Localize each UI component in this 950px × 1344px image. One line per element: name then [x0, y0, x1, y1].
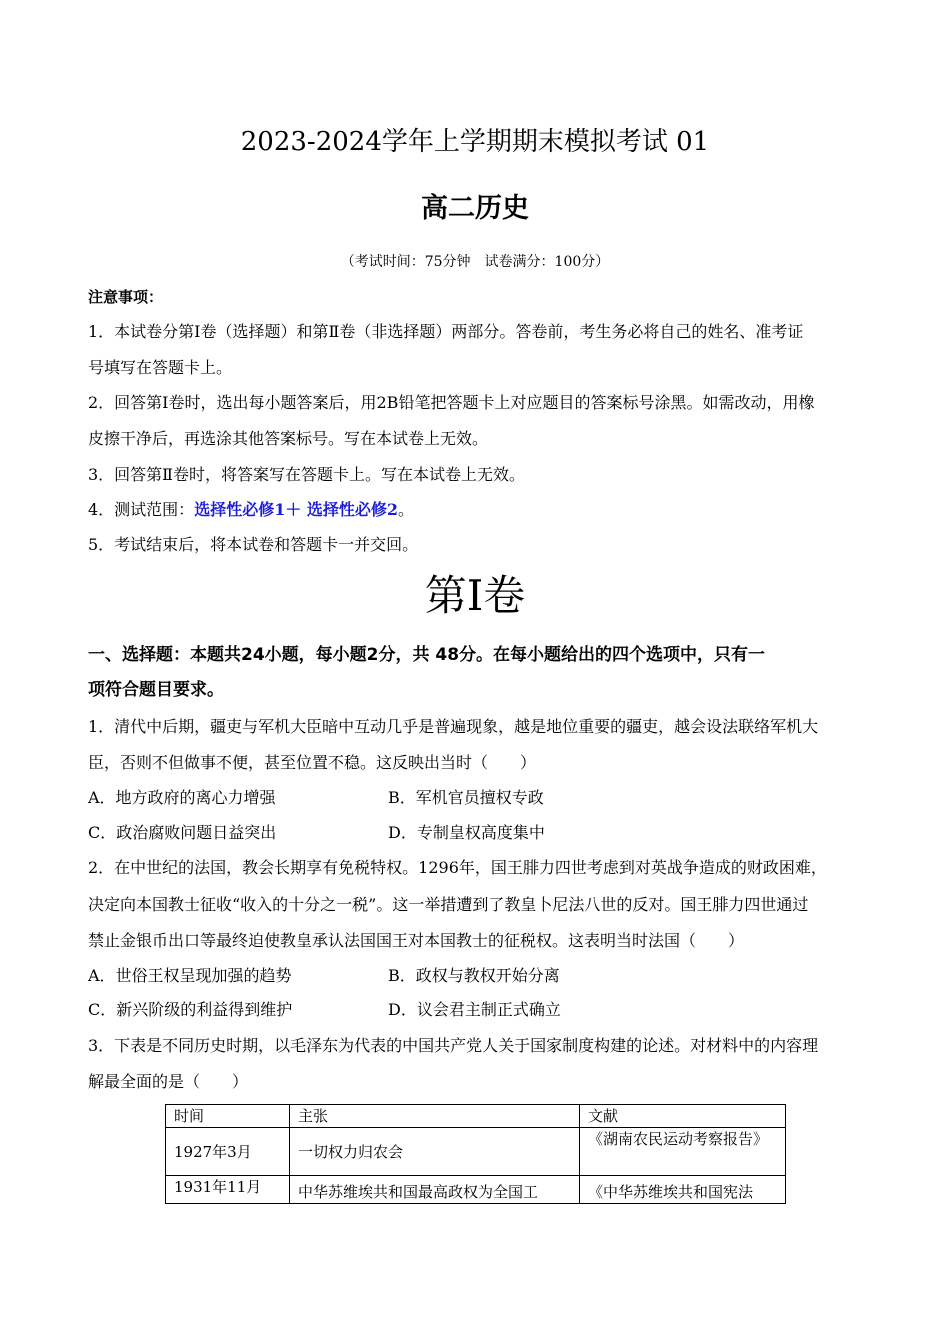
- table-header-row: [166, 1105, 786, 1128]
- option-b: B．军机官员擅权专政: [388, 788, 544, 807]
- header-cell: 文献: [580, 1105, 786, 1128]
- option-d: D．专制皇权高度集中: [388, 823, 545, 842]
- note-4: [88, 500, 414, 520]
- table-cell: 1927年3月: [166, 1128, 290, 1176]
- question-text: 决定向本国教士征收“收入的十分之一税”。这一举措遭到了教皇卜尼法八世的反对。国王腓力四世通过: [88, 895, 809, 914]
- note-3: 3．回答第Ⅱ卷时，将答案写在答题卡上。写在本试卷上无效。: [88, 465, 526, 484]
- note-5: 5．考试结束后，将本试卷和答题卡一并交回。: [88, 535, 419, 554]
- section-heading-2: 项符合题目要求。: [88, 680, 224, 700]
- exam-info: （考试时间：75分钟 试卷满分：100分）: [340, 254, 610, 270]
- table-cell: 中华苏维埃共和国最高政权为全国工: [290, 1176, 580, 1204]
- notes-heading: 注意事项：: [88, 288, 164, 306]
- option-b: B．政权与教权开始分离: [388, 966, 560, 985]
- table-cell: 《湖南农民运动考察报告》: [580, 1128, 786, 1176]
- section-heading-1: 一、选择题：本题共24小题，每小题2分，共 48分。在每小题给出的四个选项中，只有一: [88, 645, 766, 665]
- option-c: C．新兴阶级的利益得到维护: [88, 1000, 293, 1019]
- question-text: 解最全面的是（ ）: [88, 1072, 249, 1091]
- question-text: 2．在中世纪的法国，教会长期享有免税特权。1296年，国王腓力四世考虑到对英战争造成的财政困难，: [88, 858, 827, 877]
- test-range: 选择性必修1＋ 选择性必修2: [194, 500, 399, 519]
- header-cell: 主张: [290, 1105, 580, 1128]
- note-4-suffix: 。: [398, 500, 415, 519]
- note-4-prefix: 4．测试范围：: [88, 500, 195, 519]
- note-1b: 号填写在答题卡上。: [88, 358, 233, 377]
- source-table: [165, 1104, 786, 1204]
- option-d: D．议会君主制正式确立: [388, 1000, 561, 1019]
- page-title: 2023-2024学年上学期期末模拟考试 01: [240, 127, 710, 157]
- note-2a: 2．回答第Ⅰ卷时，选出每小题答案后，用2B铅笔把答题卡上对应题目的答案标号涂黑。如需改动，用橡: [88, 393, 815, 412]
- table-row: [166, 1128, 786, 1176]
- question-text: 禁止金银币出口等最终迫使教皇承认法国国王对本国教士的征税权。这表明当时法国（ ）: [88, 931, 745, 950]
- option-a: A．世俗王权呈现加强的趋势: [88, 966, 292, 985]
- note-2b: 皮擦干净后，再选涂其他答案标号。写在本试卷上无效。: [88, 429, 489, 448]
- question-text: 臣，否则不但做事不便，甚至位置不稳。这反映出当时（ ）: [88, 753, 537, 772]
- table-cell: 1931年11月: [166, 1176, 290, 1204]
- question-text: 3．下表是不同历史时期，以毛泽东为代表的中国共产党人关于国家制度构建的论述。对材料中的内容理: [88, 1036, 819, 1055]
- table-cell: 《中华苏维埃共和国宪法: [580, 1176, 786, 1204]
- note-1a: 1．本试卷分第Ⅰ卷（选择题）和第Ⅱ卷（非选择题）两部分。答卷前，考生务必将自己的姓名、准考证: [88, 322, 804, 341]
- option-c: C．政治腐败问题日益突出: [88, 823, 277, 842]
- part-heading: 第Ⅰ卷: [424, 571, 526, 620]
- subject-title: 高二历史: [421, 193, 529, 224]
- header-cell: 时间: [166, 1105, 290, 1128]
- question-text: 1．清代中后期，疆吏与军机大臣暗中互动几乎是普遍现象，越是地位重要的疆吏，越会设法联络军机大: [88, 717, 819, 736]
- table-row: [166, 1176, 786, 1204]
- option-a: A．地方政府的离心力增强: [88, 788, 276, 807]
- table-cell: 一切权力归农会: [290, 1128, 580, 1176]
